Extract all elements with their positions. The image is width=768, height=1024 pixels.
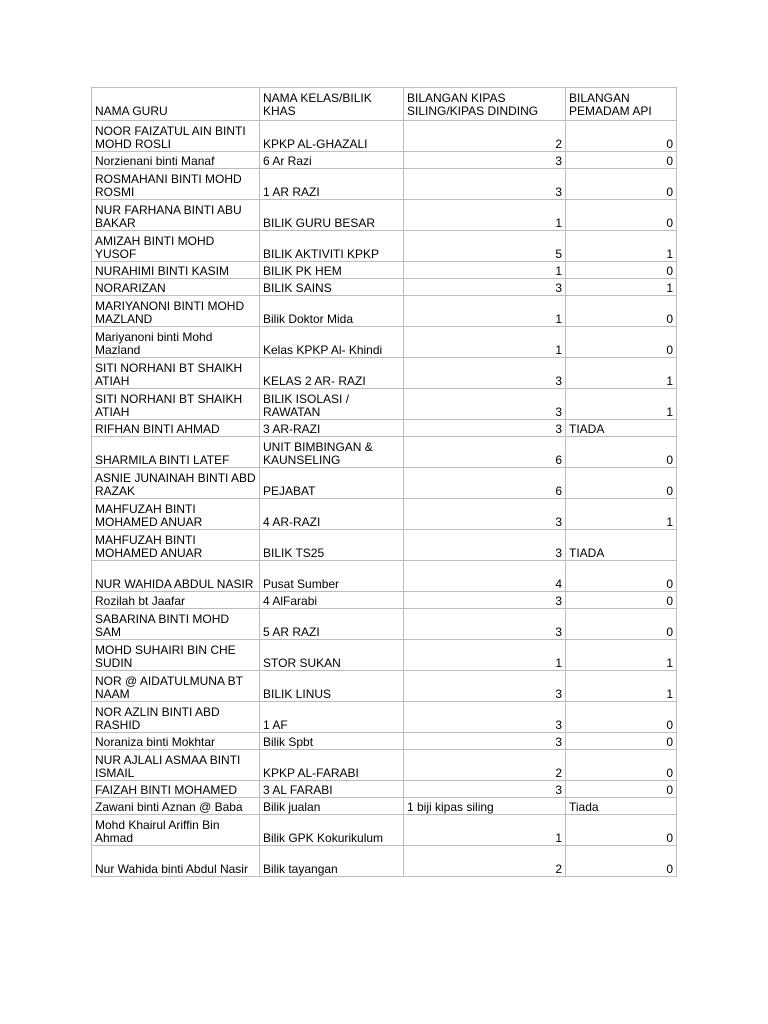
nama-guru-cell: SABARINA BINTI MOHD SAM [92, 609, 260, 640]
nama-guru-cell: Nur Wahida binti Abdul Nasir [92, 846, 260, 877]
nama-kelas-cell: 4 AlFarabi [260, 592, 404, 609]
table-row [92, 671, 677, 702]
bilangan-pemadam-cell: 1 [566, 358, 677, 389]
bilangan-pemadam-cell: 0 [566, 200, 677, 231]
bilangan-pemadam-cell: 0 [566, 121, 677, 152]
nama-guru-cell: Zawani binti Aznan @ Baba [92, 798, 260, 815]
bilangan-kipas-cell: 2 [404, 750, 566, 781]
nama-guru-cell: NORARIZAN [92, 279, 260, 296]
nama-guru-cell: NUR FARHANA BINTI ABU BAKAR [92, 200, 260, 231]
table-row [92, 702, 677, 733]
nama-kelas-cell: Bilik jualan [260, 798, 404, 815]
nama-kelas-cell: BILIK AKTIVITI KPKP [260, 231, 404, 262]
nama-guru-cell: ROSMAHANI BINTI MOHD ROSMI [92, 169, 260, 200]
table-row [92, 750, 677, 781]
bilangan-pemadam-cell: 0 [566, 468, 677, 499]
nama-kelas-cell: KPKP AL-GHAZALI [260, 121, 404, 152]
bilangan-kipas-cell: 1 biji kipas siling [404, 798, 566, 815]
nama-guru-cell: Noraniza binti Mokhtar [92, 733, 260, 750]
bilangan-kipas-cell: 6 [404, 437, 566, 468]
nama-guru-cell: RIFHAN BINTI AHMAD [92, 420, 260, 437]
table-row [92, 640, 677, 671]
table-row [92, 733, 677, 750]
nama-guru-cell: SITI NORHANI BT SHAIKH ATIAH [92, 358, 260, 389]
bilangan-pemadam-cell: 0 [566, 702, 677, 733]
bilangan-pemadam-cell: 1 [566, 389, 677, 420]
bilangan-kipas-cell: 3 [404, 152, 566, 169]
nama-guru-cell: NOR AZLIN BINTI ABD RASHID [92, 702, 260, 733]
bilangan-pemadam-cell: TIADA [566, 420, 677, 437]
nama-kelas-cell: BILIK ISOLASI / RAWATAN [260, 389, 404, 420]
header-bilangan-kipas: BILANGAN KIPAS SILING/KIPAS DINDING [404, 88, 566, 121]
nama-kelas-cell: Bilik Doktor Mida [260, 296, 404, 327]
nama-kelas-cell: 4 AR-RAZI [260, 499, 404, 530]
table-row [92, 437, 677, 468]
bilangan-pemadam-cell: 0 [566, 733, 677, 750]
nama-guru-cell: AMIZAH BINTI MOHD YUSOF [92, 231, 260, 262]
bilangan-pemadam-cell: 0 [566, 781, 677, 798]
bilangan-pemadam-cell: 1 [566, 499, 677, 530]
bilangan-kipas-cell: 3 [404, 530, 566, 561]
table-row [92, 798, 677, 815]
bilangan-pemadam-cell: TIADA [566, 530, 677, 561]
table-row [92, 121, 677, 152]
nama-kelas-cell: Bilik tayangan [260, 846, 404, 877]
bilangan-kipas-cell: 1 [404, 327, 566, 358]
nama-kelas-cell: BILIK LINUS [260, 671, 404, 702]
table-row [92, 609, 677, 640]
nama-guru-cell: MAHFUZAH BINTI MOHAMED ANUAR [92, 530, 260, 561]
nama-guru-cell: NOR @ AIDATULMUNA BT NAAM [92, 671, 260, 702]
nama-kelas-cell: 3 AL FARABI [260, 781, 404, 798]
table-row [92, 296, 677, 327]
bilangan-kipas-cell: 3 [404, 592, 566, 609]
bilangan-kipas-cell: 3 [404, 781, 566, 798]
nama-kelas-cell: Bilik Spbt [260, 733, 404, 750]
nama-kelas-cell: 1 AR RAZI [260, 169, 404, 200]
nama-kelas-cell: BILIK PK HEM [260, 262, 404, 279]
nama-kelas-cell: KPKP AL-FARABI [260, 750, 404, 781]
nama-guru-cell: MAHFUZAH BINTI MOHAMED ANUAR [92, 499, 260, 530]
nama-guru-cell: Mohd Khairul Ariffin Bin Ahmad [92, 815, 260, 846]
table-row [92, 169, 677, 200]
nama-kelas-cell: 1 AF [260, 702, 404, 733]
table-row [92, 200, 677, 231]
nama-kelas-cell: PEJABAT [260, 468, 404, 499]
table-row [92, 592, 677, 609]
bilangan-pemadam-cell: 0 [566, 169, 677, 200]
bilangan-pemadam-cell: 1 [566, 640, 677, 671]
nama-guru-cell: Mariyanoni binti Mohd Mazland [92, 327, 260, 358]
table-row [92, 561, 677, 592]
nama-guru-cell: NURAHIMI BINTI KASIM [92, 262, 260, 279]
nama-kelas-cell: Kelas KPKP Al- Khindi [260, 327, 404, 358]
bilangan-pemadam-cell: 0 [566, 609, 677, 640]
table-row [92, 358, 677, 389]
nama-kelas-cell: BILIK SAINS [260, 279, 404, 296]
bilangan-kipas-cell: 1 [404, 640, 566, 671]
nama-kelas-cell: 6 Ar Razi [260, 152, 404, 169]
header-row [92, 88, 677, 121]
table-row [92, 499, 677, 530]
table-body [92, 88, 677, 877]
nama-kelas-cell: KELAS 2 AR- RAZI [260, 358, 404, 389]
nama-guru-cell: SHARMILA BINTI LATEF [92, 437, 260, 468]
header-bilangan-pemadam: BILANGAN PEMADAM API [566, 88, 677, 121]
header-nama-kelas: NAMA KELAS/BILIK KHAS [260, 88, 404, 121]
bilangan-pemadam-cell: 0 [566, 846, 677, 877]
bilangan-kipas-cell: 3 [404, 733, 566, 750]
nama-guru-cell: SITI NORHANI BT SHAIKH ATIAH [92, 389, 260, 420]
bilangan-kipas-cell: 1 [404, 262, 566, 279]
bilangan-kipas-cell: 1 [404, 296, 566, 327]
nama-guru-cell: MOHD SUHAIRI BIN CHE SUDIN [92, 640, 260, 671]
bilangan-kipas-cell: 2 [404, 846, 566, 877]
bilangan-pemadam-cell: 0 [566, 327, 677, 358]
bilangan-kipas-cell: 4 [404, 561, 566, 592]
nama-guru-cell: NOOR FAIZATUL AIN BINTI MOHD ROSLI [92, 121, 260, 152]
table-row [92, 279, 677, 296]
bilangan-pemadam-cell: 0 [566, 561, 677, 592]
bilangan-kipas-cell: 3 [404, 279, 566, 296]
table-row [92, 262, 677, 279]
nama-guru-cell: Rozilah bt Jaafar [92, 592, 260, 609]
nama-kelas-cell: BILIK GURU BESAR [260, 200, 404, 231]
nama-guru-cell: MARIYANONI BINTI MOHD MAZLAND [92, 296, 260, 327]
bilangan-kipas-cell: 3 [404, 420, 566, 437]
nama-kelas-cell: Bilik GPK Kokurikulum [260, 815, 404, 846]
nama-guru-cell: NUR AJLALI ASMAA BINTI ISMAIL [92, 750, 260, 781]
header-nama-guru: NAMA GURU [92, 88, 260, 121]
bilangan-kipas-cell: 3 [404, 609, 566, 640]
bilangan-pemadam-cell: 1 [566, 279, 677, 296]
bilangan-pemadam-cell: Tiada [566, 798, 677, 815]
bilangan-kipas-cell: 3 [404, 671, 566, 702]
bilangan-pemadam-cell: 0 [566, 296, 677, 327]
nama-kelas-cell: 3 AR-RAZI [260, 420, 404, 437]
table-row [92, 781, 677, 798]
bilangan-kipas-cell: 3 [404, 169, 566, 200]
table-row [92, 389, 677, 420]
table-row [92, 231, 677, 262]
table-row [92, 530, 677, 561]
bilangan-pemadam-cell: 0 [566, 592, 677, 609]
nama-kelas-cell: Pusat Sumber [260, 561, 404, 592]
nama-guru-cell: Norzienani binti Manaf [92, 152, 260, 169]
bilangan-kipas-cell: 2 [404, 121, 566, 152]
bilangan-pemadam-cell: 0 [566, 437, 677, 468]
bilangan-pemadam-cell: 0 [566, 815, 677, 846]
table-row [92, 420, 677, 437]
nama-kelas-cell: STOR SUKAN [260, 640, 404, 671]
table-row [92, 152, 677, 169]
nama-guru-cell: FAIZAH BINTI MOHAMED [92, 781, 260, 798]
bilangan-kipas-cell: 3 [404, 499, 566, 530]
nama-guru-cell: NUR WAHIDA ABDUL NASIR [92, 561, 260, 592]
bilangan-pemadam-cell: 1 [566, 671, 677, 702]
bilangan-kipas-cell: 1 [404, 815, 566, 846]
nama-kelas-cell: BILIK TS25 [260, 530, 404, 561]
bilangan-kipas-cell: 1 [404, 200, 566, 231]
nama-kelas-cell: UNIT BIMBINGAN & KAUNSELING [260, 437, 404, 468]
bilangan-pemadam-cell: 0 [566, 262, 677, 279]
fan-extinguisher-table [91, 87, 677, 877]
bilangan-kipas-cell: 3 [404, 702, 566, 733]
bilangan-pemadam-cell: 0 [566, 152, 677, 169]
bilangan-kipas-cell: 3 [404, 389, 566, 420]
nama-guru-cell: ASNIE JUNAINAH BINTI ABD RAZAK [92, 468, 260, 499]
table-row [92, 468, 677, 499]
bilangan-pemadam-cell: 1 [566, 231, 677, 262]
bilangan-kipas-cell: 5 [404, 231, 566, 262]
table-row [92, 815, 677, 846]
nama-kelas-cell: 5 AR RAZI [260, 609, 404, 640]
bilangan-pemadam-cell: 0 [566, 750, 677, 781]
table-row [92, 327, 677, 358]
bilangan-kipas-cell: 3 [404, 358, 566, 389]
bilangan-kipas-cell: 6 [404, 468, 566, 499]
table-row [92, 846, 677, 877]
